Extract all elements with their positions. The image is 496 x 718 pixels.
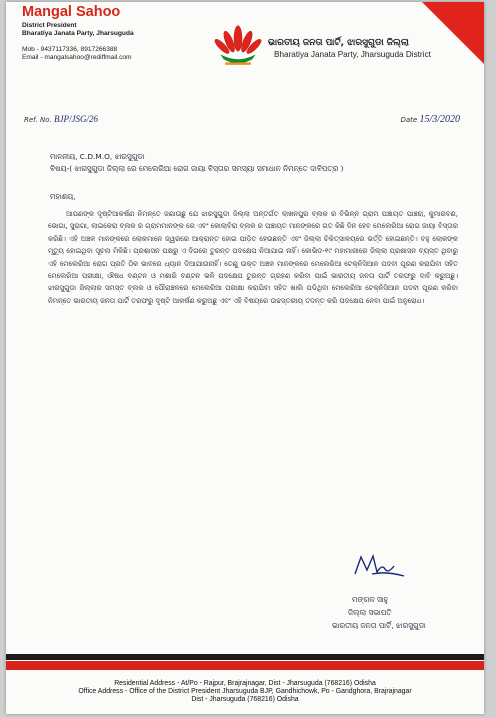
reference-number: Ref. No. BJP/JSG/26 (24, 114, 98, 124)
sender-party-line: Bharatiya Janata Party, Jharsuguda (22, 30, 134, 37)
lotus-logo-icon (214, 24, 262, 72)
signatory-party: ଭାରତୀୟ ଜନତା ପାର୍ଟି, ଝାରସୁଗୁଡା (332, 621, 426, 630)
signatory-title: ଜିଲ୍ଲା ସଭାପତି (348, 608, 392, 617)
sender-mobile: Mob - 9437117336, 8917266388 (22, 46, 118, 53)
letterhead-corner-flag (422, 2, 484, 64)
footer-divider-black (6, 654, 484, 660)
subject-line: ବିଷୟ-( ଝାରସୁଗୁଡା ଜିଲ୍ଲା ରେ ମେଲେରିଆ ରୋଗ ଜାୟା ବିସ୍ତାର ସମସ୍ୟା ସମାଧାନ ନିମନ୍ତେ ଦାବିପତ୍ର ) (50, 164, 344, 173)
sender-designation: District President (22, 22, 77, 29)
salutation: ମହାଶୟ, (50, 192, 76, 201)
footer-divider-red (6, 661, 484, 670)
letter-body: ଆପଣଙ୍କ ଦୃଷ୍ଟିଆକର୍ଷଣ ନିମନ୍ତେ ଜଣାଉଛୁ ଯେ ଝାରସୁଗୁଡା ଜିଲ୍ଲା ଅନ୍ତର୍ଗତ ଲାଖନପୁର ବ୍ଲକ ର ବିଭିନ୍ନ ଗ୍ରାମ ପଞ୍ଚାୟତ ପାଞ୍ଚରା, କୁମାରବଣ, ଭୋଗା, ସୁରାଗା, ଲାଇକେରା ବ୍ଲକ ର ଗ୍ରାମମାନଙ୍କ ରେ ଏବଂ କୋଲାବିରା ବ୍ଲକ ର ପଞ୍ଚାୟତ ମାନଙ୍କରେ ଗତ କିଛି ଦିନ ହେବ ମେଲେରିଆ ରୋଗ ଜାୟା ବିସ୍ତାର କରିଛି। ଏହି ଅଞ୍ଚଳ ମାନଙ୍କରେ ଲୋକମାନେ ଜ୍ୱରରେ ଆକ୍ରାନ୍ତ ହୋଇ ପୀଡ଼ିତ ହେଉଛନ୍ତି ଏବଂ ଜିଲ୍ଲା ଚିକିତ୍ସାଳୟରେ ଭର୍ତ୍ତି ହୋଇଛନ୍ତି। ବହୁ ଲୋକଙ୍କ ମୃତ୍ୟୁ ହୋଇଥିବା ସୂଚନା ମିଳିଛି। ପ୍ରଶାସନ ପକ୍ଷରୁ ଏ ଦିଗରେ ତୁରନ୍ତ ପଦକ୍ଷେପ ନିଆଯାଇ ନାହିଁ। କୋଭିଡ-୧୯ ମହାମାରୀରେ ଜିଲ୍ଲା ପ୍ରଶାସନ ବ୍ୟସ୍ତ ଥିବାରୁ ଏହି ମେଲେରିଆ ରୋଗ ପ୍ରତି ଠିକ ଭାବରେ ଧ୍ୟାନ ଦିଆଯାଉନାହିଁ। ତେଣୁ ଉକ୍ତ ଅଞ୍ଚଳ ମାନଙ୍କରେ ମେଲେରିଆ ଟେକ୍ନିସିଆନ ପଦବୀ ପୂରଣ କରାଯିବା ସହିତ ମେଲେରିଆ ପରୀକ୍ଷା, ଔଷଧ ବଣ୍ଟନ ଓ ମଶାରି ବଣ୍ଟନ ଭଳି ପଦକ୍ଷେପ ତୁରନ୍ତ ଗ୍ରହଣ କରିବା ପାଇଁ ଭାରତୀୟ ଜନତା ପାର୍ଟି ତରଫରୁ ଦାବି କରୁଅଛୁ। ଝାରସୁଗୁଡା ଜିଲ୍ଲାର ସମସ୍ତ ବ୍ଲକ ଓ ପୌରାଞ୍ଚଳରେ ମେଲେରିଆ ପରୀକ୍ଷା କରାଯିବା ସହିତ ଖାଲି ପଡିଥିବା ମେଲେରିଆ ଟେକ୍ନିସିଆନ ପଦବୀ ପୂରଣ କରିବା ନିମନ୍ତେ ଭାରତୀୟ ଜନତା ପାର୍ଟି ତରଫରୁ ଦୃଷ୍ଟି ଆକର୍ଷଣ କରୁଅଛୁ ଏବଂ ଏହି ବିଷୟରେ ଉଚ୍ଚସ୍ତରୀୟ ତଦନ୍ତ କରି ପଦକ୍ଷେପ ନେବା ପାଇଁ ଅନୁରୋଧ। (48, 210, 458, 305)
footer-residential-address: Residential Address - At/Po - Rajpur, Brajrajnagar, Dist - Jharsuguda (768216) Odisha (114, 680, 376, 687)
handwritten-signature (352, 550, 406, 580)
footer-district-line: Dist - Jharsuguda (768216) Odisha (191, 696, 299, 704)
letter-date: Date 15/3/2020 (400, 114, 460, 125)
footer-addresses (36, 680, 454, 705)
sender-email: Email - mangalsahoo@rediffmail.com (22, 54, 132, 61)
party-name-english: Bharatiya Janata Party, Jharsuguda District (274, 50, 431, 59)
recipient-line: ମାନନୀୟ, C.D.M.O, ଝାରସୁଗୁଡା (50, 152, 145, 161)
sender-name: Mangal Sahoo (22, 4, 121, 20)
signatory-name: ମଙ୍ଗଳ ସାହୁ (352, 595, 388, 604)
footer-office-address: Office Address - Office of the District President Jharsuguda BJP, Gandhichowk, Po - Gandghora, Brajrajnagar (78, 688, 412, 696)
letter-page (6, 2, 484, 714)
party-name-odia: ଭାରତୀୟ ଜନତା ପାର୍ଟି, ଝାରସୁଗୁଡା ଜିଲ୍ଲା (268, 38, 409, 48)
